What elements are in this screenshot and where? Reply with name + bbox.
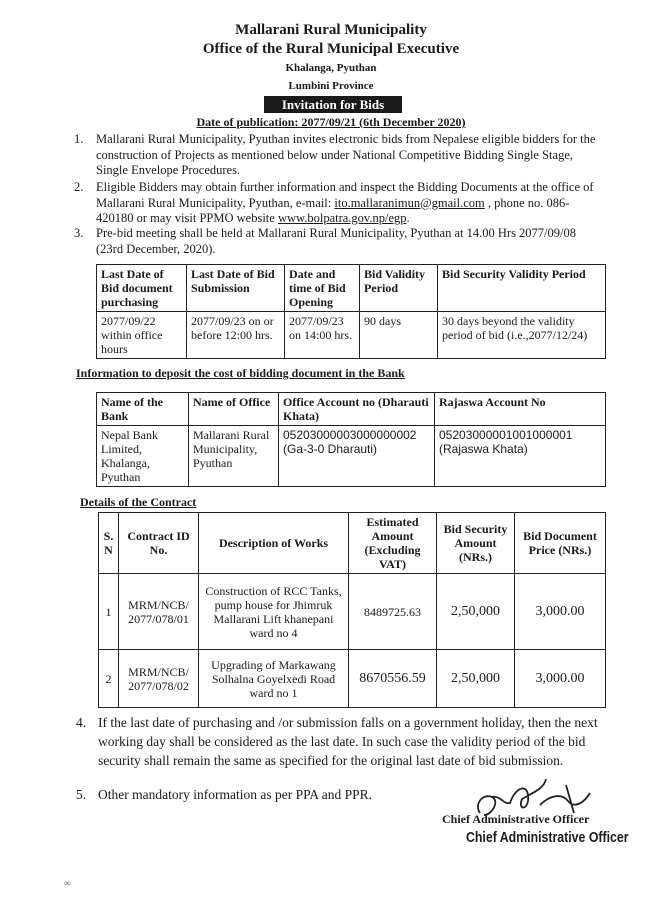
table-cell: MRM/NCB/ 2077/078/02: [119, 650, 199, 708]
paragraph-2: [74, 180, 606, 227]
paragraph-number: 3.: [74, 226, 84, 240]
table-header-cell: S. N: [99, 513, 119, 574]
bid-dates-table: [96, 264, 606, 359]
table-cell: 90 days: [360, 312, 438, 359]
address-line-1: Khalanga, Pyuthan: [285, 62, 377, 74]
table-header-cell: Description of Works: [199, 513, 349, 574]
table-header-cell: Last Date of Bid document purchasing: [97, 265, 187, 312]
paragraph-3: [74, 226, 606, 257]
table-cell: 3,000.00: [515, 650, 606, 708]
paragraph-number: 5.: [76, 787, 87, 802]
table-header-cell: Bid Document Price (NRs.): [515, 513, 606, 574]
signatory-stamp: Chief Administrative Officer: [466, 830, 629, 846]
table-cell: 2077/09/22 within office hours: [97, 312, 187, 359]
email-link[interactable]: ito.mallaranimun@gmail.com: [334, 195, 485, 210]
table-cell: Upgrading of Markawang Solhalna Goyelxedi Road ward no 1: [199, 650, 349, 708]
paragraph-4: [76, 713, 612, 770]
table-header-cell: Date and time of Bid Opening: [285, 265, 360, 312]
table-cell: 2077/09/23 on 14:00 hrs.: [285, 312, 360, 359]
notice-title: Invitation for Bids: [264, 96, 402, 113]
table-cell: Construction of RCC Tanks, pump house for Jhimruk Mallarani Lift khanepani ward no 4: [199, 574, 349, 650]
table-cell: 1: [99, 574, 119, 650]
table-header-cell: Estimated Amount (Excluding VAT): [349, 513, 437, 574]
paragraph-number: 4.: [76, 715, 87, 730]
paragraph-text: Eligible Bidders may obtain further information and inspect the Bidding Documents at the office of Mallarani Rural Municipality, Pyuthan, e-mail:: [96, 180, 594, 210]
paragraph-1: [74, 132, 606, 179]
paragraph-text: Mallarani Rural Municipality, Pyuthan invites electronic bids from Nepalese eligible bidders for the construction of Projects as mentioned below under National Competitive Bidding Single Stage, Single Envelope Procedures.: [96, 132, 596, 177]
table-header-cell: Office Account no (Dharauti Khata): [279, 393, 435, 426]
bank-table: [96, 392, 606, 487]
org-name: Mallarani Rural Municipality: [235, 22, 427, 38]
table-cell: 30 days beyond the validity period of bid (i.e.,2077/12/24): [438, 312, 606, 359]
publication-date: Date of publication: 2077/09/21 (6th December 2020): [196, 115, 466, 129]
table-header-cell: Bid Validity Period: [360, 265, 438, 312]
ppmo-website-link[interactable]: www.bolpatra.gov.np/egp: [277, 211, 407, 225]
paragraph-text: Other mandatory information as per PPA and PPR.: [98, 787, 372, 802]
table-header-row: [97, 393, 606, 426]
table-header-row: [97, 265, 606, 312]
paragraph-text-mid: , phone no. 086-420180 or may visit PPMO website: [96, 195, 570, 225]
paragraph-text: If the last date of purchasing and /or submission falls on a government holiday, then the next working day shall be considered as the last date. In such case the validity period of the bid security shall remain the same as specified for the original last date of bid submission.: [98, 715, 598, 768]
table-cell: 2: [99, 650, 119, 708]
paragraph-number: 2.: [74, 180, 84, 194]
table-row: [97, 312, 606, 359]
table-cell: Mallarani Rural Municipality, Pyuthan: [189, 426, 279, 487]
table-cell: 05203000001001000001 (Rajaswa Khata): [435, 426, 606, 487]
table-cell: 8670556.59: [349, 650, 437, 708]
table-cell: 2,50,000: [437, 574, 515, 650]
table-cell: 8489725.63: [349, 574, 437, 650]
table-header-cell: Rajaswa Account No: [435, 393, 606, 426]
table-header-cell: Last Date of Bid Submission: [187, 265, 285, 312]
table-header-cell: Name of the Bank: [97, 393, 189, 426]
table-cell: 3,000.00: [515, 574, 606, 650]
contract-section-title: Details of the Contract: [80, 495, 197, 509]
table-cell: 05203000003000000002 (Ga-3-0 Dharauti): [279, 426, 435, 487]
table-header-cell: Contract ID No.: [119, 513, 199, 574]
paragraph-number: 1.: [74, 132, 84, 146]
table-header-cell: Bid Security Amount (NRs.): [437, 513, 515, 574]
table-cell: MRM/NCB/ 2077/078/01: [119, 574, 199, 650]
signatory-title: Chief Administrative Officer: [442, 812, 590, 826]
page-mark-icon: ∞: [64, 878, 71, 888]
table-cell: 2,50,000: [437, 650, 515, 708]
table-row: [99, 650, 606, 708]
paragraph-5: [76, 785, 498, 804]
paragraph-text: Pre-bid meeting shall be held at Mallarani Rural Municipality, Pyuthan at 14.00 Hrs 2077/09/08 (23rd December, 2020).: [96, 226, 577, 256]
table-header-cell: Name of Office: [189, 393, 279, 426]
table-row: [99, 574, 606, 650]
contract-table: [98, 512, 606, 708]
table-header-cell: Bid Security Validity Period: [438, 265, 606, 312]
table-header-row: [99, 513, 606, 574]
table-cell: 2077/09/23 on or before 12:00 hrs.: [187, 312, 285, 359]
paragraph-text-end: .: [406, 211, 410, 225]
table-cell: Nepal Bank Limited, Khalanga, Pyuthan: [97, 426, 189, 487]
bank-section-title: Information to deposit the cost of bidding document in the Bank: [76, 366, 405, 380]
address-line-2: Lumbini Province: [288, 80, 374, 92]
office-name: Office of the Rural Municipal Executive: [202, 41, 460, 57]
table-row: [97, 426, 606, 487]
